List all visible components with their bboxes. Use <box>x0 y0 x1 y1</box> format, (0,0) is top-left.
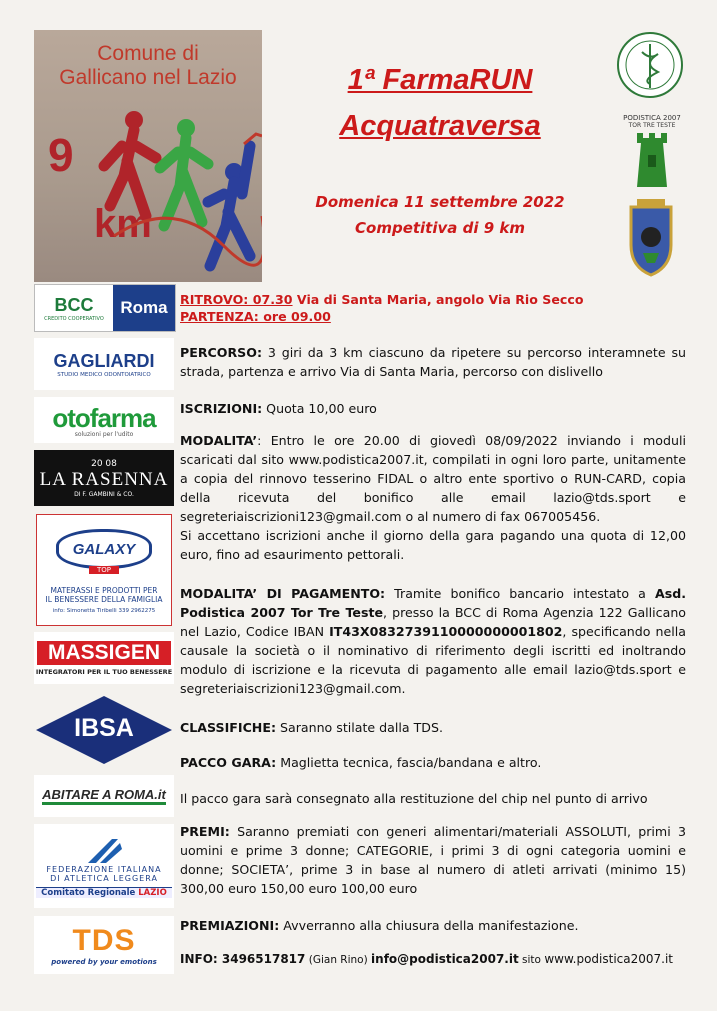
pharmacy-seal-icon <box>615 30 685 100</box>
galaxy-name: GALAXY <box>56 529 152 569</box>
info-email: info@podistica2007.it <box>371 952 519 966</box>
pacco-consegna: Il pacco gara sarà consegnato alla restituzione del chip nel punto di arrivo <box>180 791 648 806</box>
abitare-a-roma-logo <box>34 775 174 817</box>
poster-line2: Gallicano nel Lazio <box>59 66 237 89</box>
premi-block <box>180 822 686 898</box>
bcc-roma-logo <box>34 284 176 332</box>
pagamento-text-a: Tramite bonifico bancario intestato a <box>385 586 655 601</box>
poster-nine: 9 <box>48 129 74 181</box>
iscrizioni-block <box>180 399 686 418</box>
galaxy-line3: info: Simonetta Tiribelli 339 2962275 <box>52 608 156 614</box>
ibsa-name: IBSA <box>74 714 134 742</box>
pacco-block <box>180 753 686 772</box>
pagamento-text-d: , specificando nella causale la società o il nominativo di riferimento degli iscritti ed inoltrando modulo di iscrizione e la ricevuta di pagamento alle email lazio@tds.sport e segreteriaiscrizioni123@gmail.com. <box>180 624 686 696</box>
modalita-block <box>180 431 686 564</box>
classifiche-block <box>180 718 686 737</box>
galaxy-line1: MATERASSI E PRODOTTI PER <box>50 586 158 595</box>
poster-km: km <box>94 202 152 246</box>
fidal-logo <box>34 824 174 908</box>
galaxy-top-logo <box>36 514 172 626</box>
gagliardi-logo <box>34 338 174 390</box>
percorso-block <box>180 343 686 381</box>
premiazioni-text: Avverranno alla chiusura della manifestazione. <box>279 918 579 933</box>
podistica-name: PODISTICA 2007 <box>623 113 681 122</box>
event-competition: Competitiva di 9 km <box>355 219 525 237</box>
pagamento-text-c: , presso la BCC di Roma Agenzia 122 Gallicano nel Lazio, Codice IBAN <box>180 605 687 639</box>
info-sito-label: sito <box>518 954 545 966</box>
fidal-line1: FEDERAZIONE ITALIANA <box>46 864 162 874</box>
ritrovo-block <box>180 291 686 325</box>
tower-icon <box>627 129 677 187</box>
runners-illustration <box>94 106 262 282</box>
pacco-label: PACCO GARA: <box>180 755 277 770</box>
galaxy-top: TOP <box>89 566 119 574</box>
info-website: www.podistica2007.it <box>544 952 674 966</box>
otofarma-logo <box>34 397 174 443</box>
info-phone: INFO: 3496517817 <box>180 952 306 966</box>
fidal-line4: LAZIO <box>138 887 167 898</box>
rasenna-name: LA RASENNA <box>39 468 169 490</box>
modalita-text: : Entro le ore 20.00 di giovedì 08/09/2022 inviando i moduli scaricati dal sito www.podistica2007.it, compilati in ogni loro parte, unitamente a copia del rinnovo tesserino FIDAL o altro ente sportivo o RUN-CARD, copia della ricevuta del bonifico alle email lazio@tds.sport e segreteriaiscrizioni123@gmail.com o al numero di fax 067005456. <box>180 433 686 524</box>
tds-sub: powered by your emotions <box>51 958 157 966</box>
massigen-sub: INTEGRATORI PER IL TUO BENESSERE <box>35 667 173 676</box>
la-rasenna-logo <box>34 450 174 506</box>
classifiche-label: CLASSIFICHE: <box>180 720 276 735</box>
bcc-roma-label: Roma <box>113 285 175 331</box>
otofarma-name: otofarma <box>52 402 156 433</box>
iscrizioni-label: ISCRIZIONI: <box>180 401 263 416</box>
ritrovo-text: Via di Santa Maria, angolo Via Rio Secco <box>292 292 584 307</box>
pagamento-label: MODALITA’ DI PAGAMENTO: <box>180 586 386 601</box>
fidal-line2: DI ATLETICA LEGGERA <box>50 873 158 883</box>
massigen-name: MASSIGEN <box>37 641 171 665</box>
pacco-text: Maglietta tecnica, fascia/bandana e altro. <box>276 755 542 770</box>
tds-logo <box>34 916 174 974</box>
iban-code: IT43X0832739110000000001802 <box>329 624 563 639</box>
massigen-logo <box>34 632 174 684</box>
coat-of-arms-icon <box>619 197 683 277</box>
podistica-sub: TOR TRE TESTE <box>628 121 676 129</box>
event-title: 1ª FarmaRUN <box>347 64 533 96</box>
rasenna-year: 20 08 <box>91 458 117 469</box>
modalita-text-2: Si accettano iscrizioni anche il giorno della gara pagando una quota di 12,00 euro, fino ad esaurimento pettorali. <box>180 528 686 562</box>
event-subtitle: Acquatraversa <box>339 110 541 142</box>
otofarma-sub: soluzioni per l'udito <box>74 430 134 438</box>
premiazioni-label: PREMIAZIONI: <box>180 918 280 933</box>
percorso-label: PERCORSO: <box>180 345 262 360</box>
premi-label: PREMI: <box>180 824 230 839</box>
rasenna-sub: DI F. GAMBINI & CO. <box>74 490 134 498</box>
pharmacy-seal-logo <box>612 30 688 100</box>
coat-of-arms-logo <box>616 196 686 278</box>
bcc-label: BCC <box>54 294 94 315</box>
ritrovo-label: RITROVO: 07.30 <box>180 292 293 307</box>
fidal-line3: Comitato Regionale <box>41 887 136 898</box>
podistica-logo <box>614 112 690 188</box>
iscrizioni-text: Quota 10,00 euro <box>262 401 377 416</box>
poster-line1: Comune di <box>97 42 199 65</box>
info-block <box>180 950 686 970</box>
pagamento-beneficiary: Asd. Podistica 2007 Tor Tre Teste <box>180 586 686 620</box>
partenza-label: PARTENZA: ore 09.00 <box>180 309 331 324</box>
event-poster <box>34 30 262 282</box>
premiazioni-block <box>180 916 686 935</box>
info-contact: (Gian Rino) <box>305 954 372 966</box>
pagamento-block <box>180 584 686 698</box>
gagliardi-name: GAGLIARDI <box>53 350 155 371</box>
fidal-emblem-icon <box>84 835 124 865</box>
abitare-name: ABITARE A ROMA.it <box>42 787 166 805</box>
galaxy-line2: IL BENESSERE DELLA FAMIGLIA <box>45 595 163 604</box>
bcc-sub: CREDITO COOPERATIVO <box>44 315 104 322</box>
gagliardi-sub: STUDIO MEDICO ODONTOIATRICO <box>57 371 151 378</box>
event-date: Domenica 11 settembre 2022 <box>315 193 565 211</box>
premi-text: Saranno premiati con generi alimentari/materiali ASSOLUTI, primi 3 uomini e prime 3 donne; CATEGORIE, i primi 3 di ogni categoria uomini e donne; SOCIETA’, prime 3 in base al numero di atleti arrivati (minimo 15) 300,00 euro 150,00 euro 100,00 euro <box>180 824 686 896</box>
modalita-label: MODALITA’ <box>180 433 258 448</box>
percorso-text: 3 giri da 3 km ciascuno da ripetere su percorso interamnete su strada, partenza e arrivo Via di Santa Maria, percorso con dislivello <box>180 345 686 379</box>
classifiche-text: Saranno stilate dalla TDS. <box>275 720 443 735</box>
ibsa-logo <box>34 694 174 766</box>
tds-name: TDS <box>72 924 136 957</box>
